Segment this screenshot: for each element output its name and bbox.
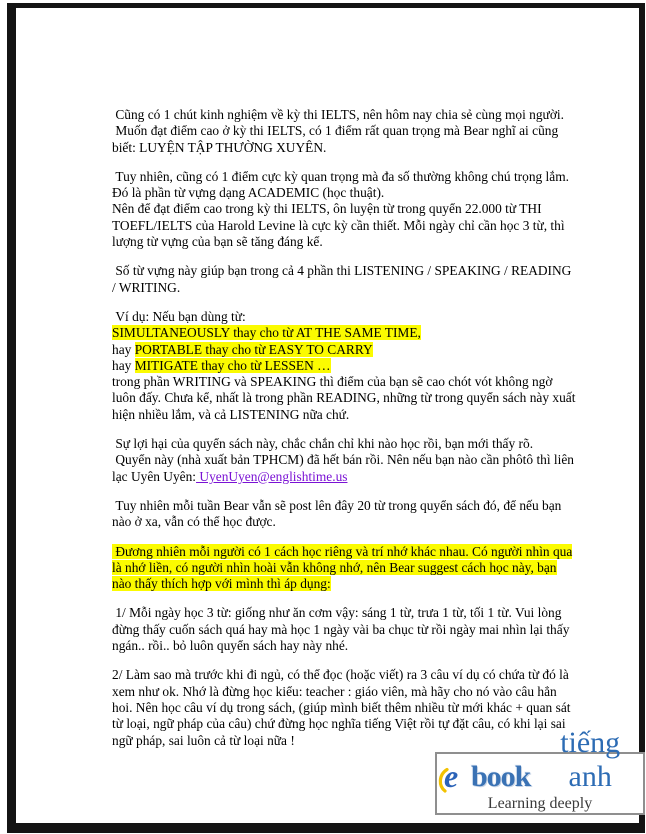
text-line (112, 280, 624, 296)
ebook-tieng-anh-logo (435, 726, 645, 815)
text-segment: Quyển này (nhà xuất bản TPHCM) đã hết bán rồi. Nên nếu bạn nào cần phôtô thì liên (112, 452, 575, 468)
text-segment: Sự lợi hại của quyển sách này, chắc chắn chỉ khi nào học rồi, bạn mới thấy rõ. (112, 436, 534, 452)
svg-text:e: e (444, 758, 459, 794)
highlighted-text: nào thấy thích hợp với mình thì áp dụng: (112, 576, 331, 592)
brand-book: book (471, 760, 531, 793)
text-line (112, 201, 624, 217)
text-segment: nào ở xa, vẫn có thể học được. (112, 514, 276, 530)
text-line (112, 544, 624, 560)
paragraph (112, 263, 624, 296)
paragraph (112, 436, 624, 485)
text-line (112, 309, 624, 325)
text-line (112, 358, 624, 374)
highlighted-text: PORTABLE thay cho từ EASY TO CARRY (134, 341, 373, 357)
text-line (112, 234, 624, 250)
text-line (112, 622, 624, 638)
paragraph (112, 605, 624, 654)
text-line (112, 469, 624, 485)
text-line (112, 498, 624, 514)
text-line (112, 325, 624, 341)
text-segment: ngữ pháp, sai luôn cả từ loại nữa ! (112, 732, 295, 748)
text-segment: TOEFL/IELTS của Harold Levine là cực kỳ cần thiết. Mỗi ngày chỉ cần học 3 từ, thì (112, 217, 565, 233)
text-segment: hay (112, 357, 135, 373)
text-segment: hay (112, 341, 135, 357)
text-segment: Tuy nhiên, cũng có 1 điểm cực kỳ quan trọng mà đa số thường không chú trọng lắm. (112, 168, 569, 184)
email-link[interactable]: UyenUyen@englishtime.us (196, 468, 348, 484)
text-segment: 1/ Mỗi ngày học 3 từ: giống như ăn cơm vậy: sáng 1 từ, trưa 1 từ, tối 1 từ. Vui lòng (112, 605, 562, 621)
text-line (112, 169, 624, 185)
text-line (112, 107, 624, 123)
text-line (112, 342, 624, 358)
text-line (112, 684, 624, 700)
text-segment: Số từ vựng này giúp bạn trong cả 4 phần thi LISTENING / SPEAKING / READING (112, 263, 572, 279)
text-segment: Muốn đạt điểm cao ở kỳ thi IELTS, có 1 điểm rất quan trọng mà Bear nghĩ ai cũng (112, 123, 559, 139)
text-line (112, 560, 624, 576)
text-segment: đừng thấy cuốn sách quá hay mà học 1 ngày vài ba chục từ rồi ngày mai nhìn lại thấy (112, 621, 570, 637)
text-segment: ngán.. rồi.. bỏ luôn quyển sách hay này nhé. (112, 638, 349, 654)
text-line (112, 700, 624, 716)
text-segment: Cũng có 1 chút kinh nghiệm về kỳ thi IELTS, nên hôm nay chia sẻ cùng mọi người. (112, 107, 564, 122)
text-line (112, 140, 624, 156)
text-line (112, 218, 624, 234)
highlighted-text: SIMULTANEOUSLY thay cho từ AT THE SAME TIME, (112, 325, 421, 341)
paragraph (112, 309, 624, 423)
paragraph (112, 498, 624, 531)
logo-brand-row (437, 726, 643, 794)
text-segment: Nên để đạt điểm cao trong kỳ thi IELTS, ôn luyện từ trong quyển 22.000 từ THI (112, 201, 542, 217)
text-segment: biết: LUYỆN TẬP THƯỜNG XUYÊN. (112, 139, 327, 155)
paragraph (112, 169, 624, 250)
brand-lang: tiếng anh (560, 726, 621, 793)
document-body (112, 107, 624, 762)
highlighted-text: là nhớ liền, có người nhìn hoài vẫn không nhớ, nên Bear suggest cách học này, bạn (112, 559, 557, 575)
text-segment: xem như ok. Nhớ là đừng học kiểu: teacher : giáo viên, mà hãy cho nó vào câu hẳn (112, 683, 557, 699)
text-segment: hiện nhiều lắm, và cả LISTENING nữa chứ. (112, 406, 350, 422)
ie-e-icon (437, 756, 471, 794)
logo-tagline: Learning deeply (487, 795, 593, 812)
text-line (112, 390, 624, 406)
text-line (112, 576, 624, 592)
text-line (112, 374, 624, 390)
text-segment: Ví dụ: Nếu bạn dùng từ: (112, 308, 246, 324)
text-segment: lạc Uyên Uyên: (112, 468, 197, 484)
paragraph (112, 544, 624, 593)
text-segment: Đó là phần từ vựng dạng ACADEMIC (học thuật). (112, 185, 385, 201)
text-segment: 2/ Làm sao mà trước khi đi ngủ, có thể đọc (hoặc viết) ra 3 câu ví dụ có chứa từ đó là (112, 667, 569, 683)
text-line (112, 667, 624, 683)
text-line (112, 452, 624, 468)
text-line (112, 185, 624, 201)
paragraph (112, 107, 624, 156)
highlighted-text: MITIGATE thay cho từ LESSEN … (134, 357, 331, 373)
text-segment: hoi. Nên học câu ví dụ trong sách, (giúp mình biết thêm nhiều từ mới khác + quan sát (112, 699, 571, 715)
text-line (112, 123, 624, 139)
text-segment: Tuy nhiên mỗi tuần Bear vẫn sẽ post lên đây 20 từ trong quyển sách đó, để nếu bạn (112, 497, 562, 513)
text-segment: luôn đấy. Chưa kể, nhất là trong phần READING, những từ trong quyển sách này xuất (112, 390, 576, 406)
text-segment: / WRITING. (112, 279, 181, 295)
text-line (112, 638, 624, 654)
highlighted-text: Đương nhiên mỗi người có 1 cách học riêng và trí nhớ khác nhau. Có người nhìn qua (112, 543, 573, 559)
text-line (112, 514, 624, 530)
text-segment: trong phần WRITING và SPEAKING thì điểm của bạn sẽ cao chót vót không ngờ (112, 374, 553, 390)
scanned-page-frame (7, 3, 645, 833)
text-line (112, 436, 624, 452)
text-line (112, 605, 624, 621)
text-line (112, 407, 624, 423)
text-segment: từ loại, ngữ pháp của câu) chứ đừng học nghĩa tiếng Việt rồi tự đặt câu, có khi lại sai (112, 716, 566, 732)
text-segment: lượng từ vựng của bạn sẽ tăng đáng kể. (112, 234, 323, 250)
text-line (112, 263, 624, 279)
